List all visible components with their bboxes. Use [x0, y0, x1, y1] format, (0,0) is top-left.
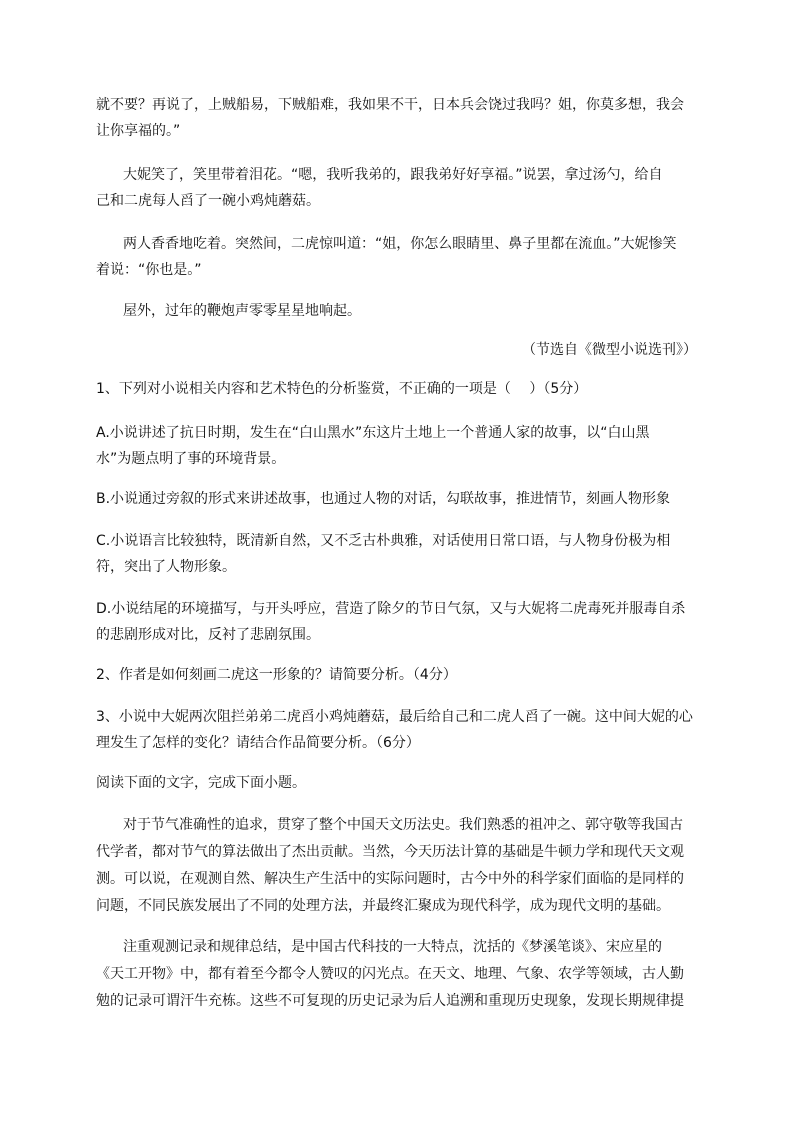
essay-paragraph-line: 《天工开物》中，都有着至今都令人赞叹的闪光点。在天文、地理、气象、农学等领域，古人勤: [96, 966, 684, 982]
question-3-line: 3、小说中大妮两次阻拦弟弟二虎舀小鸡炖蘑菇，最后给自己和二虎人舀了一碗。这中间大妮的心: [96, 709, 693, 725]
essay-paragraph-line: 注重观测记录和规律总结，是中国古代科技的一大特点，沈括的《梦溪笔谈》、宋应星的: [123, 939, 662, 955]
reading-instruction: 阅读下面的文字，完成下面小题。: [96, 775, 306, 791]
essay-paragraph-line: 勉的记录可谓汗牛充栋。这些不可复现的历史记录为后人追溯和重现历史现象，发现长期规律提: [96, 993, 684, 1009]
essay-paragraph-line: 对于节气准确性的追求，贯穿了整个中国天文历法史。我们熟悉的祖冲之、郭守敬等我国古: [123, 817, 683, 833]
story-paragraph-line: 着说：“你也是。”: [96, 262, 202, 278]
option-c-line: 符，突出了人物形象。: [96, 559, 236, 575]
option-d-line: 的悲剧形成对比，反衬了悲剧氛围。: [96, 627, 320, 643]
essay-paragraph-line: 测。可以说，在观测自然、解决生产生活中的实际问题时，古今中外的科学家们面临的是同样的: [96, 871, 684, 887]
story-paragraph-line: 让你享福的。”: [96, 123, 181, 139]
question-3-line: 理发生了怎样的变化？请结合作品简要分析。（6分）: [96, 735, 420, 751]
question-2: 2、作者是如何刻画二虎这一形象的？请简要分析。（4分）: [96, 667, 457, 683]
question-1: 1、下列对小说相关内容和艺术特色的分析鉴赏，不正确的一项是（ ）（5分）: [96, 381, 588, 397]
source-citation: （节选自《微型小说选刊》）: [522, 342, 697, 358]
essay-paragraph-line: 问题，不同民族发展出了不同的处理方法，并最终汇聚成为现代科学，成为现代文明的基础。: [96, 898, 670, 914]
story-paragraph-line: 就不要？再说了，上贼船易，下贼船难，我如果不干，日本兵会饶过我吗？姐，你莫多想，我会: [96, 97, 684, 113]
story-paragraph-line: 屋外，过年的鞭炮声零零星星地响起。: [123, 303, 361, 319]
story-paragraph-line: 大妮笑了，笑里带着泪花。“嗯，我听我弟的，跟我弟好好享福。”说罢，拿过汤勺，给自: [123, 167, 663, 183]
essay-paragraph-line: 代学者，都对节气的算法做出了杰出贡献。当然，今天历法计算的基础是牛顿力学和现代天文观: [96, 844, 684, 860]
story-paragraph-line: 两人香香地吃着。突然间，二虎惊叫道：“姐，你怎么眼睛里、鼻子里都在流血。”大妮惨笑: [123, 236, 677, 252]
option-b-line: B.小说通过旁叙的形式来讲述故事，也通过人物的对话，勾联故事，推进情节，刻画人物形象: [96, 491, 671, 507]
story-paragraph-line: 己和二虎每人舀了一碗小鸡炖蘑菇。: [96, 193, 320, 209]
option-a-line: 水”为题点明了事的环境背景。: [96, 451, 286, 467]
option-c-line: C.小说语言比较独特，既清新自然，又不乏古朴典雅，对话使用日常口语，与人物身份极为相: [96, 533, 671, 549]
option-a-line: A.小说讲述了抗日时期，发生在“白山黑水”东这片土地上一个普通人家的故事，以“白山黑: [96, 425, 650, 441]
option-d-line: D.小说结尾的环境描写，与开头呼应，营造了除夕的节日气氛，又与大妮将二虎毒死并服毒自杀: [96, 601, 686, 617]
